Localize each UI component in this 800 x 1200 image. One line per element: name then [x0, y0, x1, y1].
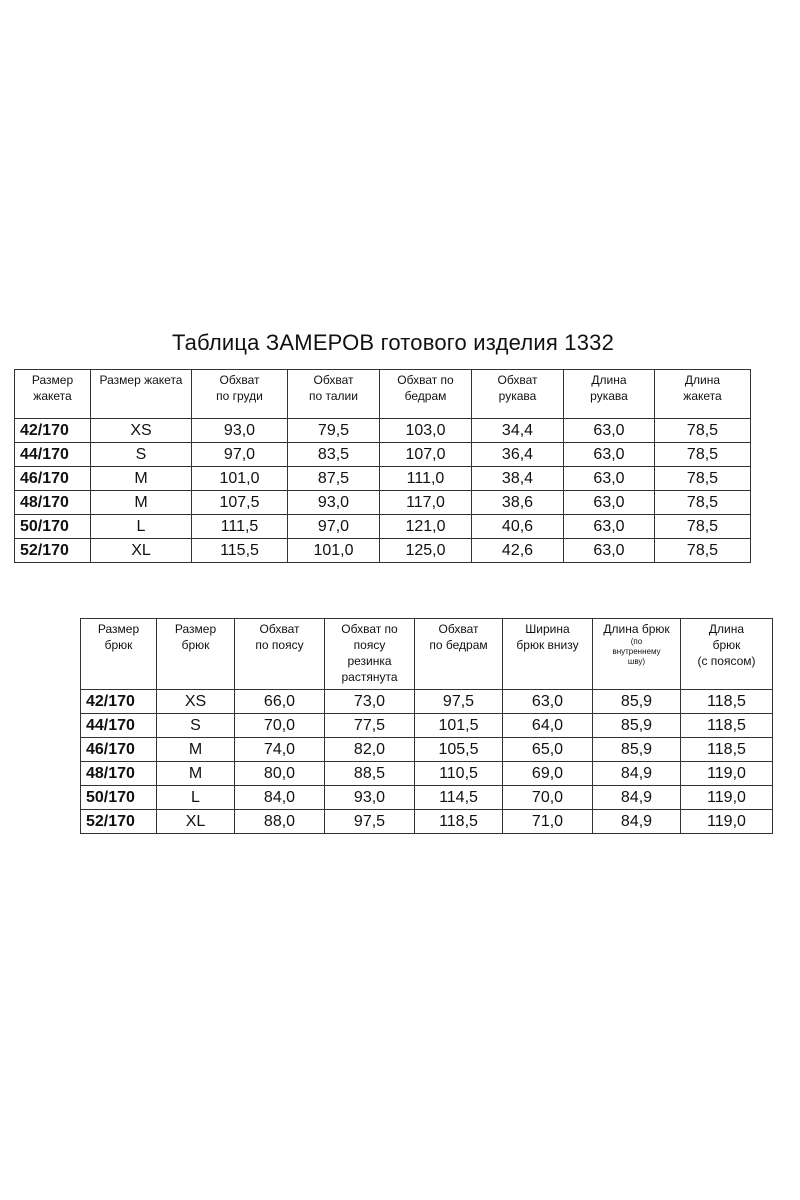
pants-measurement-cell: 85,9 [593, 738, 681, 762]
pants-measurement-cell: 80,0 [235, 762, 325, 786]
pants-letter-size-cell: M [157, 762, 235, 786]
jacket-table-row [15, 419, 751, 443]
pants-table-row [81, 786, 773, 810]
pants-measurement-cell: 73,0 [325, 690, 415, 714]
jacket-measurement-cell: 78,5 [655, 515, 751, 539]
jacket-measurement-cell: 63,0 [564, 419, 655, 443]
jacket-header-letter-size: Размер жакета [91, 370, 192, 419]
pants-letter-size-cell: XS [157, 690, 235, 714]
jacket-letter-size-cell: XL [91, 539, 192, 563]
pants-table-row [81, 762, 773, 786]
jacket-measurement-cell: 78,5 [655, 539, 751, 563]
pants-measurement-cell: 97,5 [325, 810, 415, 834]
jacket-measurement-cell: 78,5 [655, 467, 751, 491]
pants-measurement-cell: 88,0 [235, 810, 325, 834]
jacket-header-waist: Обхват по талии [288, 370, 380, 419]
page-title: Таблица ЗАМЕРОВ готового изделия 1332 [171, 330, 615, 355]
pants-letter-size-cell: M [157, 738, 235, 762]
pants-measurement-cell: 85,9 [593, 690, 681, 714]
jacket-size-code-cell: 44/170 [15, 443, 91, 467]
jacket-measurements-table [14, 369, 751, 563]
jacket-size-code-cell: 42/170 [15, 419, 91, 443]
pants-measurement-cell: 69,0 [503, 762, 593, 786]
pants-header-waist: Обхват по поясу [235, 619, 325, 690]
pants-measurement-cell: 110,5 [415, 762, 503, 786]
jacket-measurement-cell: 117,0 [380, 491, 472, 515]
jacket-header-row [15, 370, 751, 419]
jacket-size-code-cell: 48/170 [15, 491, 91, 515]
jacket-measurement-cell: 42,6 [472, 539, 564, 563]
pants-size-code-cell: 50/170 [81, 786, 157, 810]
pants-header-size: Размер брюк [81, 619, 157, 690]
pants-size-code-cell: 52/170 [81, 810, 157, 834]
jacket-measurement-cell: 107,5 [192, 491, 288, 515]
pants-measurement-cell: 64,0 [503, 714, 593, 738]
pants-measurement-cell: 118,5 [415, 810, 503, 834]
jacket-table-row [15, 443, 751, 467]
jacket-measurement-cell: 111,0 [380, 467, 472, 491]
pants-measurements-table [80, 618, 773, 834]
pants-measurement-cell: 84,9 [593, 810, 681, 834]
jacket-measurement-cell: 87,5 [288, 467, 380, 491]
jacket-measurement-cell: 63,0 [564, 443, 655, 467]
jacket-measurement-cell: 36,4 [472, 443, 564, 467]
jacket-measurement-cell: 38,4 [472, 467, 564, 491]
pants-header-inseam-length: Длина брюк (по внутреннему шву) [593, 619, 681, 690]
jacket-letter-size-cell: XS [91, 419, 192, 443]
pants-measurement-cell: 70,0 [235, 714, 325, 738]
jacket-size-code-cell: 46/170 [15, 467, 91, 491]
jacket-measurement-cell: 121,0 [380, 515, 472, 539]
jacket-measurement-cell: 63,0 [564, 491, 655, 515]
jacket-letter-size-cell: S [91, 443, 192, 467]
jacket-letter-size-cell: M [91, 491, 192, 515]
pants-letter-size-cell: L [157, 786, 235, 810]
pants-measurement-cell: 71,0 [503, 810, 593, 834]
jacket-measurement-cell: 115,5 [192, 539, 288, 563]
jacket-table-row [15, 491, 751, 515]
pants-table-row [81, 690, 773, 714]
jacket-measurement-cell: 63,0 [564, 539, 655, 563]
jacket-table-row [15, 467, 751, 491]
jacket-measurement-cell: 78,5 [655, 443, 751, 467]
pants-table-row [81, 714, 773, 738]
pants-header-hips: Обхват по бедрам [415, 619, 503, 690]
pants-size-code-cell: 46/170 [81, 738, 157, 762]
pants-header-total-length: Длина брюк (с поясом) [681, 619, 773, 690]
pants-header-letter-size: Размер брюк [157, 619, 235, 690]
pants-measurement-cell: 82,0 [325, 738, 415, 762]
jacket-measurement-cell: 107,0 [380, 443, 472, 467]
jacket-measurement-cell: 97,0 [192, 443, 288, 467]
pants-table-body [81, 690, 773, 834]
pants-measurement-cell: 118,5 [681, 738, 773, 762]
pants-size-code-cell: 48/170 [81, 762, 157, 786]
jacket-header-hips: Обхват по бедрам [380, 370, 472, 419]
pants-measurement-cell: 65,0 [503, 738, 593, 762]
pants-measurement-cell: 70,0 [503, 786, 593, 810]
pants-measurement-cell: 84,9 [593, 762, 681, 786]
jacket-measurement-cell: 111,5 [192, 515, 288, 539]
jacket-measurement-cell: 78,5 [655, 419, 751, 443]
pants-measurement-cell: 97,5 [415, 690, 503, 714]
pants-measurement-cell: 105,5 [415, 738, 503, 762]
pants-measurement-cell: 118,5 [681, 714, 773, 738]
pants-measurement-cell: 74,0 [235, 738, 325, 762]
pants-measurement-cell: 93,0 [325, 786, 415, 810]
pants-measurement-cell: 114,5 [415, 786, 503, 810]
pants-measurement-cell: 63,0 [503, 690, 593, 714]
jacket-table-body [15, 419, 751, 563]
pants-measurement-cell: 119,0 [681, 762, 773, 786]
pants-measurement-cell: 101,5 [415, 714, 503, 738]
pants-size-code-cell: 42/170 [81, 690, 157, 714]
pants-measurement-cell: 118,5 [681, 690, 773, 714]
pants-header-row [81, 619, 773, 690]
jacket-size-code-cell: 52/170 [15, 539, 91, 563]
jacket-measurement-cell: 78,5 [655, 491, 751, 515]
jacket-measurement-cell: 101,0 [288, 539, 380, 563]
pants-letter-size-cell: XL [157, 810, 235, 834]
jacket-table-row [15, 515, 751, 539]
jacket-measurement-cell: 63,0 [564, 515, 655, 539]
jacket-measurement-cell: 125,0 [380, 539, 472, 563]
jacket-measurement-cell: 93,0 [288, 491, 380, 515]
jacket-letter-size-cell: M [91, 467, 192, 491]
jacket-measurement-cell: 97,0 [288, 515, 380, 539]
pants-measurement-cell: 66,0 [235, 690, 325, 714]
jacket-measurement-cell: 103,0 [380, 419, 472, 443]
pants-table-row [81, 738, 773, 762]
pants-measurement-cell: 119,0 [681, 810, 773, 834]
pants-table-row [81, 810, 773, 834]
pants-header-bottom-width: Ширина брюк внизу [503, 619, 593, 690]
jacket-measurement-cell: 101,0 [192, 467, 288, 491]
jacket-letter-size-cell: L [91, 515, 192, 539]
pants-measurement-cell: 88,5 [325, 762, 415, 786]
jacket-measurement-cell: 34,4 [472, 419, 564, 443]
pants-size-code-cell: 44/170 [81, 714, 157, 738]
jacket-measurement-cell: 38,6 [472, 491, 564, 515]
pants-measurement-cell: 77,5 [325, 714, 415, 738]
jacket-header-jacket-length: Длина жакета [655, 370, 751, 419]
jacket-size-code-cell: 50/170 [15, 515, 91, 539]
pants-measurement-cell: 84,0 [235, 786, 325, 810]
pants-measurement-cell: 119,0 [681, 786, 773, 810]
pants-measurement-cell: 84,9 [593, 786, 681, 810]
jacket-measurement-cell: 40,6 [472, 515, 564, 539]
pants-header-waist-stretched: Обхват по поясу резинка растянута [325, 619, 415, 690]
jacket-measurement-cell: 93,0 [192, 419, 288, 443]
pants-letter-size-cell: S [157, 714, 235, 738]
jacket-header-size: Размер жакета [15, 370, 91, 419]
pants-measurement-cell: 85,9 [593, 714, 681, 738]
jacket-measurement-cell: 79,5 [288, 419, 380, 443]
jacket-measurement-cell: 83,5 [288, 443, 380, 467]
jacket-header-sleeve-girth: Обхват рукава [472, 370, 564, 419]
jacket-table-row [15, 539, 751, 563]
jacket-header-sleeve-length: Длина рукава [564, 370, 655, 419]
jacket-measurement-cell: 63,0 [564, 467, 655, 491]
jacket-header-chest: Обхват по груди [192, 370, 288, 419]
